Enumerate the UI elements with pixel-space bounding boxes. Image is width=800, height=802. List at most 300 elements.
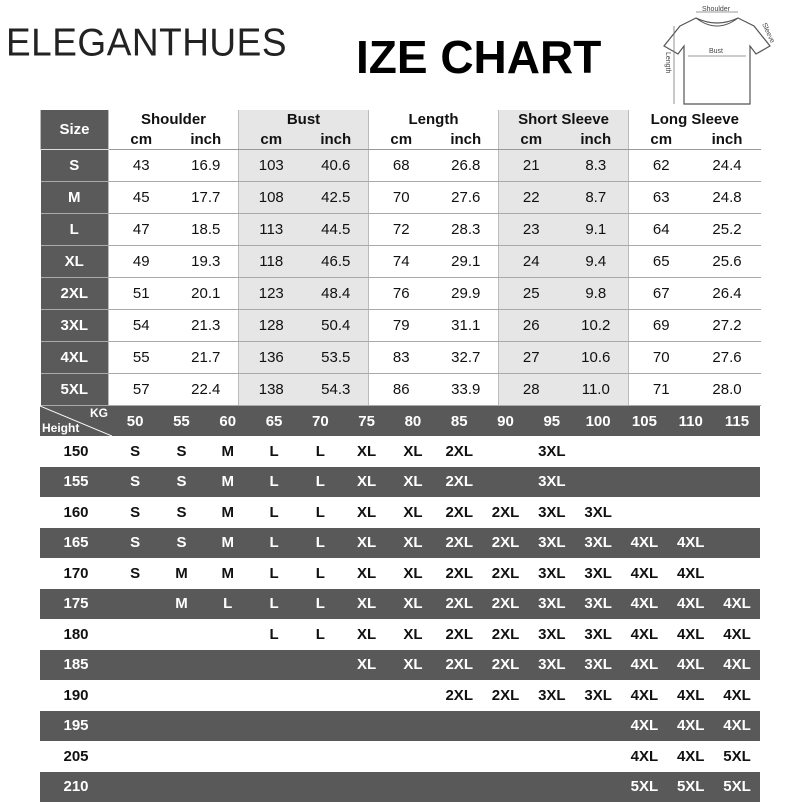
measurement-cell: 31.1 xyxy=(434,310,499,342)
measurement-cell: 42.5 xyxy=(304,182,369,214)
measurement-cell: 21.3 xyxy=(174,310,239,342)
recommended-size-cell: L xyxy=(297,497,343,528)
measurement-cell: 27.6 xyxy=(694,342,761,374)
recommended-size-cell: M xyxy=(205,497,251,528)
recommended-size-cell: 4XL xyxy=(621,558,667,589)
size-measurement-table xyxy=(40,110,761,406)
recommended-size-cell xyxy=(482,711,528,742)
height-label-cell: 175 xyxy=(40,589,112,620)
size-row xyxy=(41,374,761,406)
recommended-size-cell xyxy=(251,772,297,802)
recommended-size-cell xyxy=(668,436,714,467)
height-label-cell: 170 xyxy=(40,558,112,589)
recommended-size-cell: 3XL xyxy=(575,528,621,559)
recommended-size-cell xyxy=(112,589,158,620)
recommended-size-cell: XL xyxy=(390,436,436,467)
height-row xyxy=(40,528,760,559)
weight-header: 85 xyxy=(436,406,482,436)
recommended-size-cell: L xyxy=(297,467,343,498)
measurement-cell: 25.2 xyxy=(694,214,761,246)
measurement-cell: 50.4 xyxy=(304,310,369,342)
recommended-size-cell: M xyxy=(205,467,251,498)
height-label-cell: 160 xyxy=(40,497,112,528)
measurement-cell: 8.3 xyxy=(564,150,629,182)
recommended-size-cell: 2XL xyxy=(436,650,482,681)
recommended-size-cell xyxy=(621,436,667,467)
measurement-cell: 24.8 xyxy=(694,182,761,214)
recommended-size-cell xyxy=(714,467,760,498)
recommended-size-cell xyxy=(205,741,251,772)
recommended-size-cell: 2XL xyxy=(482,680,528,711)
recommended-size-cell: M xyxy=(205,528,251,559)
measurement-cell: 16.9 xyxy=(174,150,239,182)
measurement-cell: 10.2 xyxy=(564,310,629,342)
size-label: 3XL xyxy=(41,310,109,342)
height-row xyxy=(40,497,760,528)
recommended-size-cell xyxy=(714,497,760,528)
recommended-size-cell: L xyxy=(297,589,343,620)
measurement-cell: 136 xyxy=(239,342,304,374)
recommended-size-cell xyxy=(390,680,436,711)
recommended-size-cell: 4XL xyxy=(668,650,714,681)
recommended-size-cell xyxy=(251,650,297,681)
height-label-cell: 205 xyxy=(40,741,112,772)
height-label-cell: 150 xyxy=(40,436,112,467)
diagram-bust-label: Bust xyxy=(709,48,723,55)
recommended-size-cell xyxy=(390,711,436,742)
measure-group-header: Length xyxy=(369,110,499,129)
recommended-size-cell: XL xyxy=(343,497,389,528)
measurement-cell: 138 xyxy=(239,374,304,406)
recommended-size-cell: 2XL xyxy=(436,497,482,528)
recommended-size-cell: L xyxy=(251,558,297,589)
recommended-size-cell xyxy=(112,772,158,802)
measurement-cell: 72 xyxy=(369,214,434,246)
recommended-size-cell xyxy=(621,497,667,528)
recommended-size-cell: 4XL xyxy=(668,680,714,711)
recommended-size-cell: XL xyxy=(343,528,389,559)
recommended-size-cell: L xyxy=(251,467,297,498)
recommended-size-cell xyxy=(390,741,436,772)
measurement-cell: 62 xyxy=(629,150,694,182)
measurement-cell: 11.0 xyxy=(564,374,629,406)
recommended-size-cell xyxy=(112,741,158,772)
recommended-size-cell: L xyxy=(297,619,343,650)
weight-header: 70 xyxy=(297,406,343,436)
recommended-size-cell: S xyxy=(112,436,158,467)
recommended-size-cell: 4XL xyxy=(621,741,667,772)
recommended-size-cell xyxy=(112,650,158,681)
measurement-cell: 47 xyxy=(109,214,174,246)
recommended-size-cell: L xyxy=(297,528,343,559)
weight-header: 110 xyxy=(668,406,714,436)
recommended-size-cell xyxy=(158,680,204,711)
recommended-size-cell: S xyxy=(112,497,158,528)
size-label: 5XL xyxy=(41,374,109,406)
height-row xyxy=(40,741,760,772)
recommended-size-cell: L xyxy=(251,436,297,467)
recommended-size-cell: 2XL xyxy=(436,528,482,559)
measurement-cell: 70 xyxy=(369,182,434,214)
recommended-size-cell: 5XL xyxy=(714,741,760,772)
recommended-size-cell: 4XL xyxy=(714,711,760,742)
kg-label: KG xyxy=(90,406,108,420)
measurement-cell: 64 xyxy=(629,214,694,246)
recommended-size-cell xyxy=(529,741,575,772)
measure-group-header: Bust xyxy=(239,110,369,129)
recommended-size-cell: 4XL xyxy=(668,711,714,742)
recommended-size-cell xyxy=(621,467,667,498)
height-row xyxy=(40,772,760,802)
measurement-cell: 9.8 xyxy=(564,278,629,310)
recommended-size-cell: 4XL xyxy=(714,619,760,650)
weight-header: 115 xyxy=(714,406,760,436)
size-table-unit-header xyxy=(41,129,761,150)
recommended-size-cell xyxy=(205,680,251,711)
weight-header: 95 xyxy=(529,406,575,436)
recommended-size-cell xyxy=(714,528,760,559)
height-label-cell: 210 xyxy=(40,772,112,802)
height-label-cell: 165 xyxy=(40,528,112,559)
recommended-size-cell: 5XL xyxy=(714,772,760,802)
recommended-size-cell xyxy=(482,467,528,498)
recommended-size-cell: 2XL xyxy=(436,467,482,498)
recommended-size-cell: 3XL xyxy=(575,589,621,620)
recommended-size-cell xyxy=(205,772,251,802)
recommended-size-cell xyxy=(251,711,297,742)
recommended-size-cell: 3XL xyxy=(529,528,575,559)
unit-header: cm xyxy=(109,129,174,150)
recommended-size-cell: 3XL xyxy=(529,650,575,681)
recommended-size-cell: 2XL xyxy=(482,558,528,589)
measurement-cell: 28 xyxy=(499,374,564,406)
size-row xyxy=(41,182,761,214)
recommended-size-cell: 3XL xyxy=(575,650,621,681)
recommended-size-cell xyxy=(158,741,204,772)
recommended-size-cell: M xyxy=(158,558,204,589)
recommended-size-cell xyxy=(297,650,343,681)
measure-group-header: Shoulder xyxy=(109,110,239,129)
brand-name: ELEGANTHUES xyxy=(6,21,287,65)
recommended-size-cell: 3XL xyxy=(575,619,621,650)
recommended-size-cell: L xyxy=(251,589,297,620)
recommended-size-cell xyxy=(436,741,482,772)
recommended-size-cell xyxy=(668,497,714,528)
size-recommendation-table xyxy=(40,406,760,802)
unit-header: inch xyxy=(304,129,369,150)
tshirt-diagram xyxy=(636,4,798,108)
measurement-cell: 49 xyxy=(109,246,174,278)
unit-header: inch xyxy=(564,129,629,150)
recommended-size-cell: 3XL xyxy=(575,497,621,528)
recommended-size-cell xyxy=(575,711,621,742)
recommended-size-cell xyxy=(436,772,482,802)
recommended-size-cell: 2XL xyxy=(482,619,528,650)
height-row xyxy=(40,650,760,681)
weight-header: 100 xyxy=(575,406,621,436)
size-row xyxy=(41,150,761,182)
recommended-size-cell xyxy=(297,741,343,772)
recommended-size-cell: 4XL xyxy=(621,619,667,650)
recommended-size-cell: 2XL xyxy=(482,589,528,620)
measurement-cell: 54 xyxy=(109,310,174,342)
size-label: XL xyxy=(41,246,109,278)
recommended-size-cell xyxy=(482,436,528,467)
recommended-size-cell: XL xyxy=(343,619,389,650)
measurement-cell: 9.4 xyxy=(564,246,629,278)
measurement-cell: 45 xyxy=(109,182,174,214)
recommended-size-cell: XL xyxy=(390,528,436,559)
recommended-size-cell: 4XL xyxy=(621,528,667,559)
recommended-size-cell xyxy=(343,772,389,802)
recommended-size-cell xyxy=(297,711,343,742)
recommended-size-cell: S xyxy=(158,497,204,528)
size-row xyxy=(41,342,761,374)
recommended-size-cell xyxy=(575,772,621,802)
measurement-cell: 69 xyxy=(629,310,694,342)
measurement-cell: 46.5 xyxy=(304,246,369,278)
height-label-cell: 185 xyxy=(40,650,112,681)
recommended-size-cell: S xyxy=(112,467,158,498)
recommended-size-cell xyxy=(158,619,204,650)
measurement-cell: 27 xyxy=(499,342,564,374)
recommended-size-cell xyxy=(575,467,621,498)
size-label: M xyxy=(41,182,109,214)
recommended-size-cell xyxy=(158,711,204,742)
recommended-size-cell: 4XL xyxy=(668,528,714,559)
measurement-cell: 19.3 xyxy=(174,246,239,278)
recommended-size-cell: XL xyxy=(343,436,389,467)
measurement-cell: 40.6 xyxy=(304,150,369,182)
recommended-size-cell: S xyxy=(158,467,204,498)
recommended-size-cell xyxy=(205,619,251,650)
measurement-cell: 29.1 xyxy=(434,246,499,278)
recommended-size-cell: 5XL xyxy=(668,772,714,802)
height-row xyxy=(40,436,760,467)
measurement-cell: 28.3 xyxy=(434,214,499,246)
weight-header: 65 xyxy=(251,406,297,436)
measurement-cell: 10.6 xyxy=(564,342,629,374)
measurement-cell: 70 xyxy=(629,342,694,374)
height-label-cell: 195 xyxy=(40,711,112,742)
recommended-size-cell: 4XL xyxy=(621,589,667,620)
recommended-size-cell xyxy=(158,650,204,681)
measurement-cell: 123 xyxy=(239,278,304,310)
measurement-cell: 23 xyxy=(499,214,564,246)
size-label: 4XL xyxy=(41,342,109,374)
recommended-size-cell: 2XL xyxy=(482,528,528,559)
measurement-cell: 29.9 xyxy=(434,278,499,310)
measurement-cell: 44.5 xyxy=(304,214,369,246)
recommended-size-cell: 3XL xyxy=(529,558,575,589)
measurement-cell: 27.6 xyxy=(434,182,499,214)
recommended-size-cell: 3XL xyxy=(575,680,621,711)
measurement-cell: 55 xyxy=(109,342,174,374)
measurement-cell: 26.8 xyxy=(434,150,499,182)
measurement-cell: 24 xyxy=(499,246,564,278)
weight-header: 75 xyxy=(343,406,389,436)
measure-group-header: Long Sleeve xyxy=(629,110,761,129)
measurement-cell: 18.5 xyxy=(174,214,239,246)
recommended-size-cell: M xyxy=(205,436,251,467)
measurement-cell: 76 xyxy=(369,278,434,310)
recommended-size-cell: M xyxy=(158,589,204,620)
recommended-size-cell: L xyxy=(251,497,297,528)
size-table-group-header xyxy=(41,110,761,129)
weight-header: 55 xyxy=(158,406,204,436)
size-header-cell: Size xyxy=(41,110,109,150)
measurement-cell: 43 xyxy=(109,150,174,182)
measurement-cell: 118 xyxy=(239,246,304,278)
height-label-cell: 180 xyxy=(40,619,112,650)
recommended-size-cell: 2XL xyxy=(482,650,528,681)
recommended-size-cell xyxy=(297,772,343,802)
height-row xyxy=(40,589,760,620)
recommended-size-cell: S xyxy=(158,436,204,467)
recommended-size-cell: XL xyxy=(343,467,389,498)
recommended-size-cell xyxy=(668,467,714,498)
recommended-size-cell: 4XL xyxy=(668,619,714,650)
recommended-size-cell xyxy=(158,772,204,802)
height-row xyxy=(40,467,760,498)
height-row xyxy=(40,711,760,742)
measurement-cell: 8.7 xyxy=(564,182,629,214)
measurement-cell: 21.7 xyxy=(174,342,239,374)
recommended-size-cell: 2XL xyxy=(436,619,482,650)
recommended-size-cell: L xyxy=(251,528,297,559)
recommended-size-cell: 5XL xyxy=(621,772,667,802)
diagram-shoulder-label: Shoulder xyxy=(702,6,731,13)
recommended-size-cell xyxy=(482,741,528,772)
measurement-cell: 86 xyxy=(369,374,434,406)
recommended-size-cell: L xyxy=(251,619,297,650)
measurement-cell: 17.7 xyxy=(174,182,239,214)
height-label-cell: 190 xyxy=(40,680,112,711)
recommended-size-cell xyxy=(112,680,158,711)
recommended-size-cell: S xyxy=(112,558,158,589)
size-label: 2XL xyxy=(41,278,109,310)
weight-header: 105 xyxy=(621,406,667,436)
measurement-cell: 26.4 xyxy=(694,278,761,310)
recommended-size-cell xyxy=(343,680,389,711)
measurement-cell: 54.3 xyxy=(304,374,369,406)
unit-header: cm xyxy=(369,129,434,150)
measurement-cell: 25 xyxy=(499,278,564,310)
weight-header-row xyxy=(40,406,760,436)
measurement-cell: 63 xyxy=(629,182,694,214)
measurement-cell: 68 xyxy=(369,150,434,182)
recommended-size-cell: 2XL xyxy=(436,436,482,467)
height-row xyxy=(40,619,760,650)
recommended-size-cell: M xyxy=(205,558,251,589)
recommended-size-cell xyxy=(575,436,621,467)
recommended-size-cell: 3XL xyxy=(529,619,575,650)
height-row xyxy=(40,680,760,711)
recommended-size-cell: 4XL xyxy=(621,711,667,742)
height-label: Height xyxy=(42,421,79,435)
recommended-size-cell: 3XL xyxy=(529,436,575,467)
size-row xyxy=(41,278,761,310)
diagram-length-label: Length xyxy=(664,52,671,74)
recommended-size-cell: 4XL xyxy=(714,589,760,620)
recommended-size-cell xyxy=(205,650,251,681)
measurement-cell: 128 xyxy=(239,310,304,342)
recommended-size-cell: S xyxy=(112,528,158,559)
recommended-size-cell xyxy=(205,711,251,742)
unit-header: inch xyxy=(434,129,499,150)
recommended-size-cell: 4XL xyxy=(668,589,714,620)
size-row xyxy=(41,310,761,342)
recommended-size-cell: L xyxy=(205,589,251,620)
measurement-cell: 83 xyxy=(369,342,434,374)
recommended-size-cell: XL xyxy=(343,558,389,589)
recommended-size-cell: 2XL xyxy=(436,680,482,711)
recommended-size-cell: L xyxy=(297,436,343,467)
recommended-size-cell: L xyxy=(297,558,343,589)
diagram-sleeve-label: Sleeve xyxy=(760,22,775,44)
measurement-cell: 27.2 xyxy=(694,310,761,342)
measurement-cell: 22 xyxy=(499,182,564,214)
recommended-size-cell: 2XL xyxy=(436,589,482,620)
measurement-cell: 51 xyxy=(109,278,174,310)
recommended-size-cell xyxy=(251,680,297,711)
height-weight-corner xyxy=(40,406,112,436)
recommended-size-cell: 3XL xyxy=(529,497,575,528)
recommended-size-cell xyxy=(714,436,760,467)
unit-header: cm xyxy=(499,129,564,150)
measurement-cell: 21 xyxy=(499,150,564,182)
recommended-size-cell: XL xyxy=(390,497,436,528)
unit-header: cm xyxy=(239,129,304,150)
recommended-size-cell: 3XL xyxy=(529,680,575,711)
measurement-cell: 33.9 xyxy=(434,374,499,406)
measurement-cell: 57 xyxy=(109,374,174,406)
recommended-size-cell xyxy=(529,772,575,802)
recommended-size-cell: 4XL xyxy=(668,558,714,589)
height-row xyxy=(40,558,760,589)
recommended-size-cell: XL xyxy=(390,558,436,589)
height-label-cell: 155 xyxy=(40,467,112,498)
recommended-size-cell xyxy=(529,711,575,742)
recommended-size-cell: 3XL xyxy=(529,589,575,620)
recommended-size-cell xyxy=(343,741,389,772)
measurement-cell: 28.0 xyxy=(694,374,761,406)
size-label: S xyxy=(41,150,109,182)
measurement-cell: 79 xyxy=(369,310,434,342)
measurement-cell: 26 xyxy=(499,310,564,342)
size-row xyxy=(41,246,761,278)
recommended-size-cell xyxy=(112,619,158,650)
recommended-size-cell: 2XL xyxy=(436,558,482,589)
measurement-cell: 20.1 xyxy=(174,278,239,310)
measurement-cell: 108 xyxy=(239,182,304,214)
weight-header: 60 xyxy=(205,406,251,436)
measurement-cell: 67 xyxy=(629,278,694,310)
recommended-size-cell: XL xyxy=(343,650,389,681)
recommended-size-cell: XL xyxy=(390,650,436,681)
recommended-size-cell xyxy=(575,741,621,772)
recommended-size-cell: 4XL xyxy=(621,680,667,711)
measurement-cell: 71 xyxy=(629,374,694,406)
size-label: L xyxy=(41,214,109,246)
measurement-cell: 32.7 xyxy=(434,342,499,374)
measurement-cell: 74 xyxy=(369,246,434,278)
recommended-size-cell: XL xyxy=(390,467,436,498)
recommended-size-cell: 4XL xyxy=(621,650,667,681)
recommended-size-cell: XL xyxy=(343,589,389,620)
measurement-cell: 25.6 xyxy=(694,246,761,278)
recommended-size-cell: S xyxy=(158,528,204,559)
